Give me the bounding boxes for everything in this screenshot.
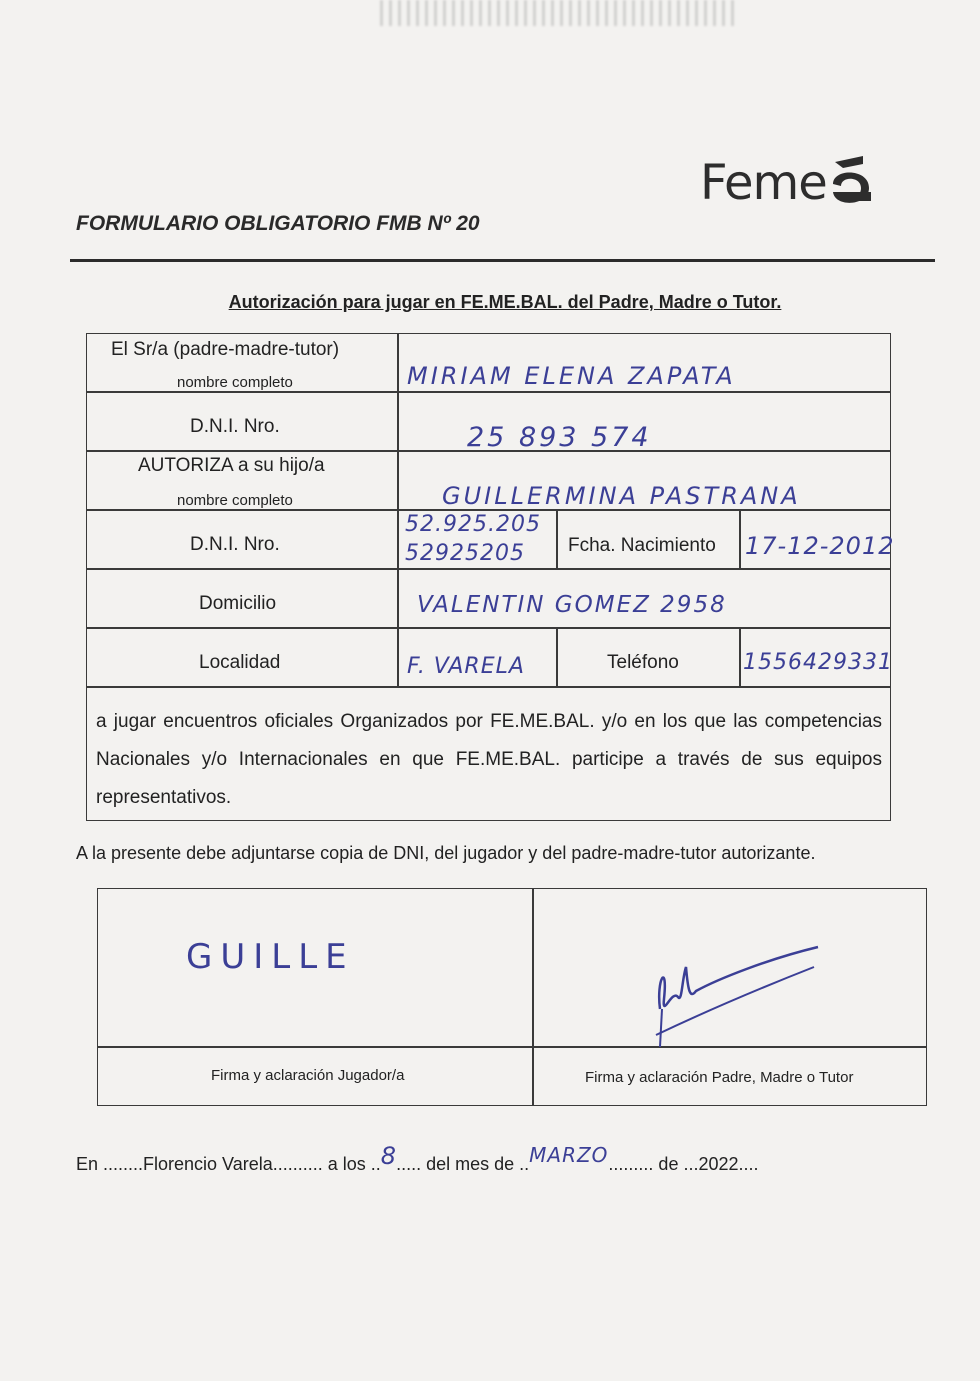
femebal-logo xyxy=(700,148,875,218)
parent-signature-label: Firma y aclaración Padre, Madre o Tutor xyxy=(585,1069,854,1086)
form-heading: Autorización para jugar en FE.ME.BAL. del Padre, Madre o Tutor. xyxy=(228,292,782,312)
parent-dni-label: D.N.I. Nro. xyxy=(190,416,280,437)
attachment-note: A la presente debe adjuntarse copia de DNI, del jugador y del padre-madre-tutor autorizante. xyxy=(76,843,816,863)
signature-table xyxy=(97,888,927,1106)
child-dni-value-1: 52.925.205 xyxy=(405,512,541,537)
col-divider xyxy=(397,334,399,687)
birth-label: Fcha. Nacimiento xyxy=(568,535,716,556)
address-label: Domicilio xyxy=(199,593,277,614)
row-divider xyxy=(87,568,890,570)
child-dni-label: D.N.I. Nro. xyxy=(190,534,280,555)
title-divider xyxy=(70,259,935,262)
footer-place: En ........Florencio Varela.......... a los .. xyxy=(76,1154,381,1174)
footer-year: ......... de ...2022.... xyxy=(608,1154,759,1174)
player-signature: GUILLE xyxy=(186,937,355,977)
child-label: AUTORIZA a su hijo/a xyxy=(138,455,325,476)
parent-signature-icon xyxy=(638,939,828,1059)
place-date-line xyxy=(76,1142,759,1176)
parent-sublabel: nombre completo xyxy=(177,374,293,391)
col-divider xyxy=(739,509,741,569)
footer-day: 8 xyxy=(380,1142,397,1170)
player-signature-label: Firma y aclaración Jugador/a xyxy=(211,1067,405,1084)
authorization-text: a jugar encuentros oficiales Organizados por FE.ME.BAL. y/o en los que las competencias Nacionales y/o Internacionales en que FE.ME.BAL. participe a través de sus equipos representativos. xyxy=(96,711,882,808)
child-dni-value-2: 52925205 xyxy=(405,541,525,566)
child-sublabel: nombre completo xyxy=(177,492,293,509)
birth-value: 17-12-2012 xyxy=(745,532,895,560)
col-divider xyxy=(739,627,741,687)
scan-smudge xyxy=(380,0,740,26)
parent-label: El Sr/a (padre-madre-tutor) xyxy=(111,339,340,360)
address-value: VALENTIN GOMEZ 2958 xyxy=(417,592,727,618)
col-divider xyxy=(556,509,558,569)
logo-mark-icon xyxy=(829,154,875,212)
logo-text: Feme xyxy=(700,155,827,211)
row-divider xyxy=(87,686,890,688)
footer-month-label: ..... del mes de .. xyxy=(396,1154,530,1174)
locality-label: Localidad xyxy=(199,652,281,673)
row-divider xyxy=(87,627,890,629)
locality-value: F. VARELA xyxy=(407,654,525,679)
phone-value: 1556429331 xyxy=(743,650,893,675)
col-divider xyxy=(532,889,534,1105)
col-divider xyxy=(556,627,558,687)
phone-label: Teléfono xyxy=(607,652,679,673)
parent-dni-value: 25 893 574 xyxy=(467,422,652,453)
footer-month: MARZO xyxy=(529,1143,609,1167)
row-divider xyxy=(87,391,890,393)
parent-name-value: MIRIAM ELENA ZAPATA xyxy=(407,362,736,390)
form-title: FORMULARIO OBLIGATORIO FMB Nº 20 xyxy=(76,212,480,235)
child-name-value: GUILLERMINA PASTRANA xyxy=(442,482,801,510)
